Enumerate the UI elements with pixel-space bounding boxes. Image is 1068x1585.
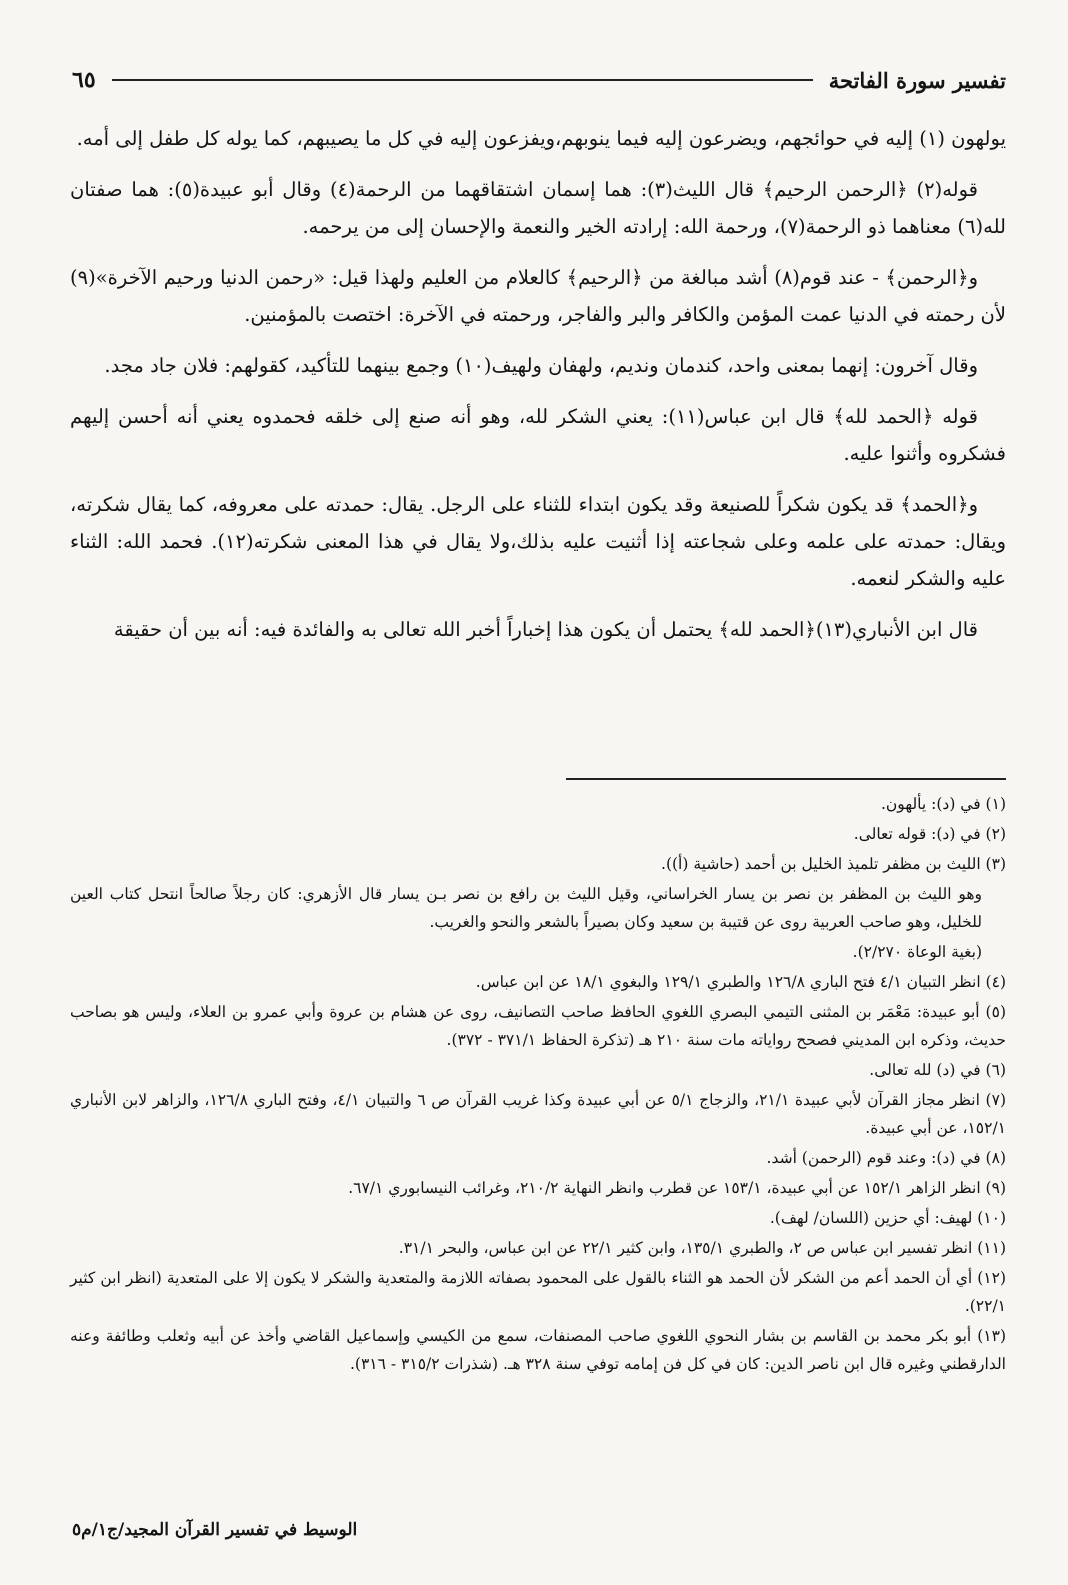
footnote: (٩) انظر الزاهر ١٥٢/١ عن أبي عبيدة، ١٥٣/١ عن قطرب وانظر النهاية ٢١٠/٢، وغرائب النيسابوري ٦٧/١. xyxy=(348,1179,1006,1197)
footnote: وهو الليث بن المظفر بن نصر بن يسار الخراساني، وقيل الليث بن رافع بن نصر بـن يسار قال الأزهري: كان رجلاً صالحاً انتحل كتاب العين للخليل، وهو صاحب العربية روى عن قتيبة بن سعيد وكان بصيراً بالشعر والنحو والغريب. xyxy=(70,885,982,931)
paragraph: قوله ﴿الحمد لله﴾ قال ابن عباس(١١): يعني الشكر لله، وهو أنه صنع إلى خلقه فحمدوه يعني أنه أحسن إليهم فشكروه وأثنوا عليه. xyxy=(70,405,1006,465)
paragraph: يولهون (١) إليه في حوائجهم، ويضرعون إليه فيما ينوبهم،ويفزعون إليه في كل ما يصيبهم، كما يوله كل طفل إلى أمه. xyxy=(76,127,1006,150)
paragraph: و﴿الحمد﴾ قد يكون شكراً للصنيعة وقد يكون ابتداء للثناء على الرجل. يقال: حمدته على معروفه، كما يقال شكرته، ويقال: حمدته على علمه وعلى شجاعته إذا أثنيت عليه بذلك،ولا يقال في هذا المعنى شكرته(١٢). فحمد الله: الثناء عليه والشكر لنعمه. xyxy=(70,493,1006,590)
page-number: ٦٥ xyxy=(72,67,96,93)
footnote: (١٠) لهيف: أي حزين (اللسان/ لهف). xyxy=(769,1209,1006,1227)
footnote: (١٢) أي أن الحمد أعم من الشكر لأن الحمد هو الثناء بالقول على المحمود بصفاته اللازمة والمتعدية والشكر لا يكون إلا على المتعدية (انظر ابن كثير ٢٢/١). xyxy=(70,1269,1006,1315)
paragraph: قوله(٢) ﴿الرحمن الرحيم﴾ قال الليث(٣): هما إسمان اشتقاقهما من الرحمة(٤) وقال أبو عبيدة(٥): هما صفتان لله(٦) معناهما ذو الرحمة(٧)، ورحمة الله: إرادته الخير والنعمة والإحسان إلى من يرحمه. xyxy=(70,178,1006,238)
running-title: تفسير سورة الفاتحة xyxy=(828,67,1006,93)
footnote: (٨) في (د): وعند قوم (الرحمن) أشد. xyxy=(766,1149,1006,1167)
footnote: (٤) انظر التبيان ٤/١ فتح الباري ١٢٦/٨ والطبري ١٢٩/١ والبغوي ١٨/١ عن ابن عباس. xyxy=(475,973,1006,991)
book-signature: الوسيط في تفسير القرآن المجيد/ج١/م٥ xyxy=(72,1520,358,1540)
footnote: (٧) انظر مجاز القرآن لأبي عبيدة ٢١/١، والزجاج ٥/١ عن أبي عبيدة وكذا غريب القرآن ص ٦ والتبيان ٤/١، وفتح الباري ١٢٦/٨، والزاهر لابن الأنباري ١٥٢/١، عن أبي عبيدة. xyxy=(70,1091,1006,1137)
footnote: (٢) في (د): قوله تعالى. xyxy=(853,825,1006,843)
footnote: (١٣) أبو بكر محمد بن القاسم بن بشار النحوي اللغوي صاحب المصنفات، سمع من الكيسي وإسماعيل القاضي وأخذ عن أبيه وثعلب وطائفة وعنه الدارقطني وغيره قال ابن ناصر الدين: كان في كل فن إمامه توفي سنة ٣٢٨ هـ. (شذرات ٣١٥/٢ - ٣١٦). xyxy=(70,1327,1006,1373)
footnote: (٣) الليث بن مظفر تلميذ الخليل بن أحمد (حاشية (أ)). xyxy=(661,855,1006,873)
header-rule xyxy=(112,79,813,81)
footnote: (٥) أبو عبيدة: مَعْمَر بن المثنى التيمي البصري اللغوي الحافظ صاحب التصانيف، روى عن هشام بن عروة وأبي عمرو بن العلاء، وليس هو بصاحب حديث، وذكره ابن المديني فصحح رواياته مات سنة ٢١٠ هـ (تذكرة الحفاظ ٣٧١/١ - ٣٧٢). xyxy=(70,1003,1006,1049)
footnote: (١) في (د): يألهون. xyxy=(881,795,1006,813)
footnotes xyxy=(70,790,1006,1380)
footnote: (بغية الوعاة ٢/٢٧٠). xyxy=(852,943,982,961)
page-header xyxy=(72,62,1006,98)
footnote: (١١) انظر تفسير ابن عباس ص ٢، والطبري ١٣٥/١، وابن كثير ٢٢/١ عن ابن عباس، والبحر ٣١/١. xyxy=(398,1239,1006,1257)
footnote-separator xyxy=(566,778,1006,780)
paragraph: و﴿الرحمن﴾ - عند قوم(٨) أشد مبالغة من ﴿الرحيم﴾ كالعلام من العليم ولهذا قيل: «رحمن الدنيا ورحيم الآخرة»(٩) لأن رحمته في الدنيا عمت المؤمن والكافر والبر والفاجر، ورحمته في الآخرة: اختصت بالمؤمنين. xyxy=(70,266,1006,326)
paragraph: وقال آخرون: إنهما بمعنى واحد، كندمان ونديم، ولهفان ولهيف(١٠) وجمع بينهما للتأكيد، كقولهم: فلان جاد مجد. xyxy=(104,354,978,377)
footnote: (٦) في (د) لله تعالى. xyxy=(869,1061,1006,1079)
paragraph: قال ابن الأنباري(١٣)﴿الحمد لله﴾ يحتمل أن يكون هذا إخباراً أخبر الله تعالى به والفائدة فيه: أنه بين أن حقيقة xyxy=(113,618,978,641)
main-text xyxy=(70,120,1006,662)
